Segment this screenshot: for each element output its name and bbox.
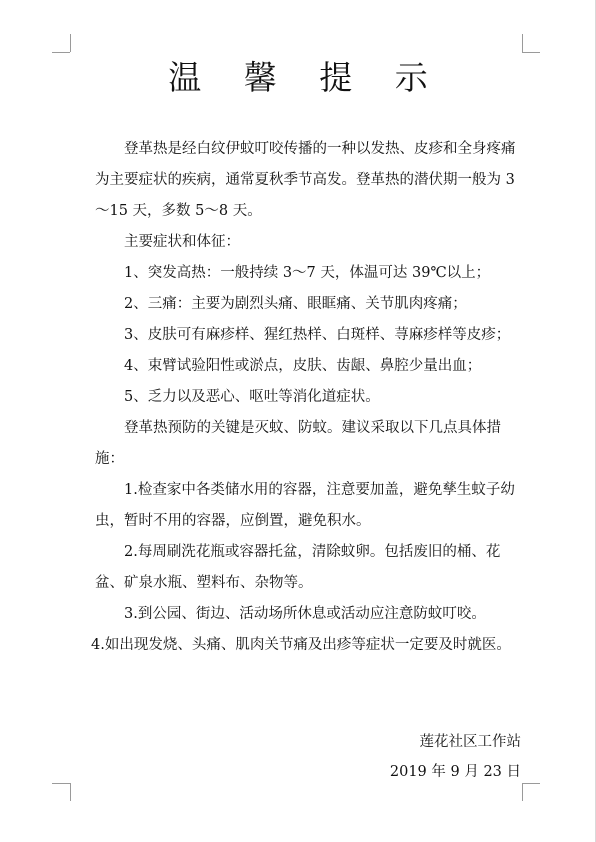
crop-mark-top-left-v [70, 34, 71, 52]
crop-mark-top-right-h [522, 52, 540, 53]
symptom-item: 5、乏力以及恶心、呕吐等消化道症状。 [124, 389, 380, 405]
prevention-item: 1.检查家中各类储水用的容器，注意要加盖，避免孳生蚊子幼虫，暂时不用的容器，应倒置，避免积水。 [95, 482, 515, 529]
prevention-item: 4.如出现发烧、头痛、肌肉关节痛及出疹等症状一定要及时就医。 [91, 637, 511, 653]
crop-mark-bottom-right-h [522, 783, 540, 784]
document-body [91, 134, 525, 661]
symptom-item: 3、皮肤可有麻疹样、猩红热样、白斑样、荨麻疹样等皮疹； [124, 327, 511, 343]
crop-mark-bottom-right-v [522, 783, 523, 801]
symptom-item: 1、突发高热：一般持续 3～7 天，体温可达 39℃以上； [124, 265, 491, 281]
crop-mark-bottom-left-h [52, 783, 70, 784]
signature-organization: 莲花社区工作站 [419, 734, 521, 750]
signature-date: 2019 年 9 月 23 日 [389, 764, 521, 780]
prevention-item: 2.每周刷洗花瓶或容器托盆，清除蚊卵。包括废旧的桶、花盆、矿泉水瓶、塑料布、杂物等。 [95, 544, 501, 591]
prevention-intro: 登革热预防的关键是灭蚊、防蚊。建议采取以下几点具体措施： [95, 420, 501, 467]
symptoms-heading: 主要症状和体征： [124, 234, 240, 250]
symptom-item: 2、三痛：主要为剧烈头痛、眼眶痛、关节肌肉疼痛； [124, 296, 467, 312]
document-title: 温 馨 提 示 [168, 58, 444, 97]
crop-mark-top-right-v [522, 34, 523, 52]
intro-paragraph: 登革热是经白纹伊蚊叮咬传播的一种以发热、皮疹和全身疼痛为主要症状的疾病，通常夏秋季节高发。登革热的潜伏期一般为 3～15 天，多数 5～8 天。 [95, 141, 516, 219]
prevention-item: 3.到公园、街边、活动场所休息或活动应注意防蚊叮咬。 [124, 606, 486, 622]
crop-mark-bottom-left-v [70, 783, 71, 801]
crop-mark-top-left-h [52, 52, 70, 53]
symptom-item: 4、束臂试验阳性或淤点，皮肤、齿龈、鼻腔少量出血； [124, 358, 482, 374]
